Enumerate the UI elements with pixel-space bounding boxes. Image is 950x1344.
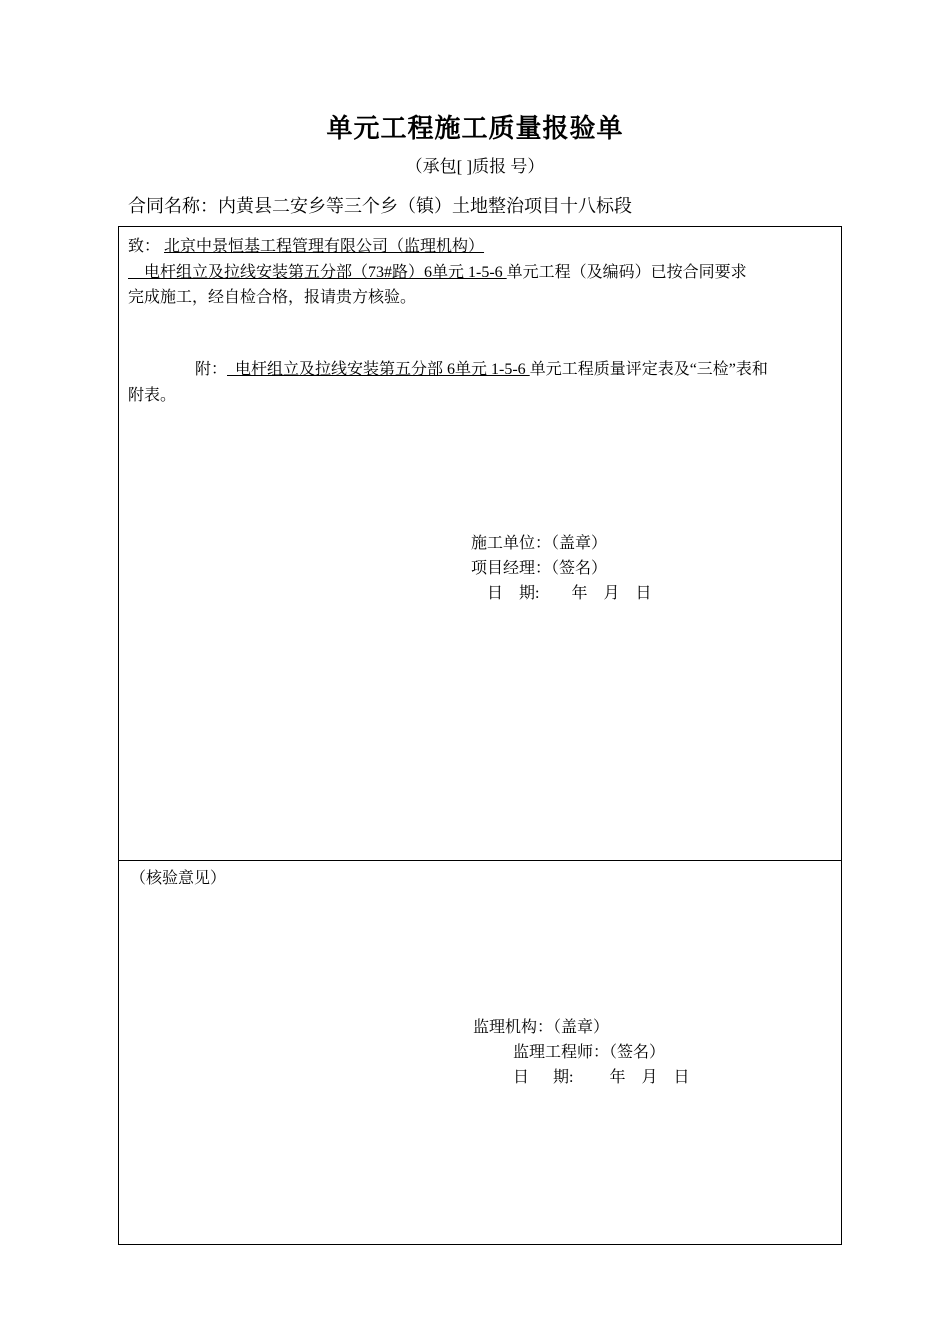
body-line-1 bbox=[128, 259, 832, 282]
attachment-line-1 bbox=[195, 356, 768, 379]
attachment-name: 电杆组立及拉线安装第五分部 6单元 1-5-6 bbox=[227, 361, 530, 378]
supervising-engineer-sign: 监理工程师：（签名） bbox=[513, 1044, 666, 1061]
review-section bbox=[118, 860, 842, 1245]
recipient-line bbox=[128, 233, 484, 256]
supervisor-stamp: 监理机构：（盖章） bbox=[473, 1019, 610, 1036]
attachment-prefix: 附： bbox=[195, 361, 228, 378]
project-indent bbox=[128, 264, 144, 281]
project-name bbox=[128, 259, 507, 282]
contract-label: 合同名称： bbox=[128, 196, 218, 216]
contractor-stamp: 施工单位：（盖章） bbox=[471, 535, 608, 552]
attachment-rest: 单元工程质量评定表及“三检”表和 bbox=[529, 361, 768, 378]
form-title: 单元工程施工质量报验单 bbox=[326, 114, 624, 144]
body-line-2: 完成施工，经自检合格，报请贵方核验。 bbox=[128, 289, 417, 306]
body-line-1-rest: 单元工程（及编码）已按合同要求 bbox=[506, 264, 747, 281]
attachment-line-2: 附表。 bbox=[128, 387, 177, 404]
recipient-prefix: 致： bbox=[128, 238, 161, 255]
review-date: 日 期: 年 月 日 bbox=[513, 1069, 690, 1086]
contract-name-row bbox=[128, 192, 632, 218]
contract-name: 内黄县二安乡等三个乡（镇）土地整治项目十八标段 bbox=[218, 196, 632, 216]
project-text: 电杆组立及拉线安装第五分部（73#路）6单元 1-5-6 bbox=[144, 264, 507, 281]
recipient-org: 北京中景恒基工程管理有限公司（监理机构） bbox=[164, 238, 485, 255]
submission-date: 日 期: 年 月 日 bbox=[487, 585, 652, 602]
form-number: （承包[ ]质报 号） bbox=[405, 157, 545, 176]
project-manager-sign: 项目经理：（签名） bbox=[471, 560, 608, 577]
review-heading: （核验意见） bbox=[130, 870, 227, 887]
